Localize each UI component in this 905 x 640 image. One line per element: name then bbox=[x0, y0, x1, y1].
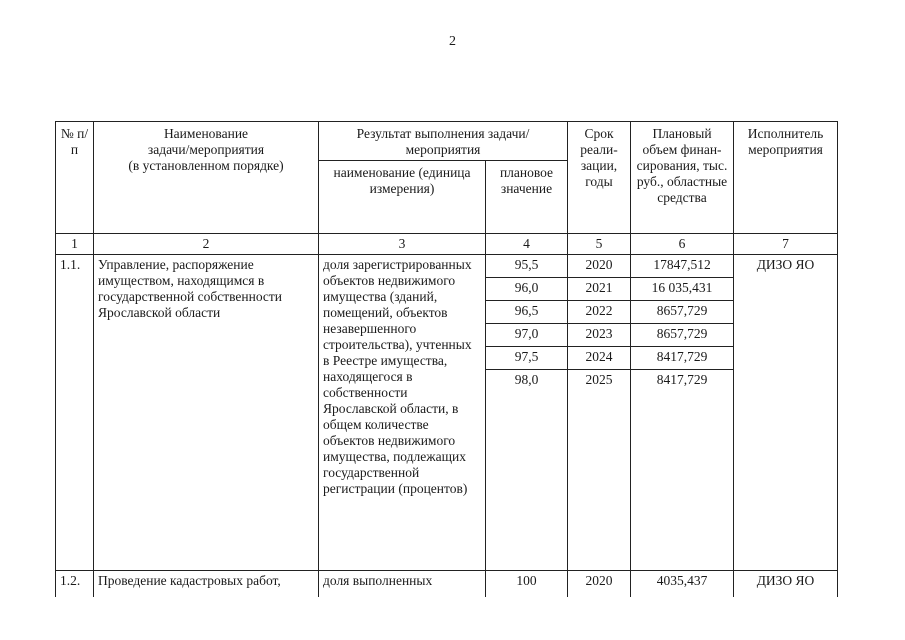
column-number-6: 6 bbox=[631, 234, 734, 255]
executor: ДИЗО ЯО bbox=[734, 571, 838, 598]
header-num: № п/п bbox=[56, 122, 94, 234]
header-plan-value: плановое значение bbox=[486, 161, 568, 234]
header-row-1 bbox=[56, 122, 838, 161]
finance-value: 17847,512 bbox=[631, 255, 734, 278]
header-task-name-line2: задачи/мероприятия bbox=[147, 142, 265, 157]
header-result-group: Результат выполнения задачи/мероприятия bbox=[319, 122, 568, 161]
finance-value: 8657,729 bbox=[631, 324, 734, 347]
page-number: 2 bbox=[449, 34, 456, 49]
indicator-name: доля зарегистрированных объектов недвижимого имущества (зданий, помещений, объектов незавершенного строительства), учтенных в Реестре имущества, находящегося в собственности Ярославской области, в общем количестве объектов недвижимого имущества, подлежащих государственной регистрации (процентов) bbox=[319, 255, 486, 571]
header-task-name-line3: (в установленном порядке) bbox=[128, 158, 284, 173]
column-number-row bbox=[56, 234, 838, 255]
column-number-7: 7 bbox=[734, 234, 838, 255]
header-executor: Исполнитель мероприятия bbox=[734, 122, 838, 234]
finance-value: 8657,729 bbox=[631, 301, 734, 324]
plan-value: 96,0 bbox=[486, 278, 568, 301]
year: 2023 bbox=[568, 324, 631, 347]
plan-value: 97,0 bbox=[486, 324, 568, 347]
header-indicator-name: наименование (единица измерения) bbox=[319, 161, 486, 234]
finance-value: 4035,437 bbox=[631, 571, 734, 598]
plan-value: 97,5 bbox=[486, 347, 568, 370]
header-term: Срок реали-зации, годы bbox=[568, 122, 631, 234]
year: 2024 bbox=[568, 347, 631, 370]
table-row bbox=[56, 571, 838, 598]
table-row bbox=[56, 255, 838, 278]
plan-value: 98,0 bbox=[486, 370, 568, 571]
year: 2020 bbox=[568, 255, 631, 278]
year: 2021 bbox=[568, 278, 631, 301]
header-financing: Плановый объем финан-сирования, тыс. руб., областные средства bbox=[631, 122, 734, 234]
row-number: 1.1. bbox=[56, 255, 94, 571]
task-name: Проведение кадастровых работ, bbox=[94, 571, 319, 598]
executor: ДИЗО ЯО bbox=[734, 255, 838, 571]
column-number-3: 3 bbox=[319, 234, 486, 255]
plan-value: 95,5 bbox=[486, 255, 568, 278]
plan-value: 100 bbox=[486, 571, 568, 598]
document-table-wrapper bbox=[55, 121, 838, 597]
indicator-name: доля выполненных bbox=[319, 571, 486, 598]
plan-value: 96,5 bbox=[486, 301, 568, 324]
header-task-name-line1: Наименование bbox=[163, 126, 249, 141]
finance-value: 8417,729 bbox=[631, 347, 734, 370]
column-number-5: 5 bbox=[568, 234, 631, 255]
column-number-4: 4 bbox=[486, 234, 568, 255]
column-number-2: 2 bbox=[94, 234, 319, 255]
column-number-1: 1 bbox=[56, 234, 94, 255]
task-name: Управление, распоряжение имуществом, находящимся в государственной собственности Ярославской области bbox=[94, 255, 319, 571]
finance-value: 16 035,431 bbox=[631, 278, 734, 301]
year: 2022 bbox=[568, 301, 631, 324]
year: 2020 bbox=[568, 571, 631, 598]
row-number: 1.2. bbox=[56, 571, 94, 598]
finance-value: 8417,729 bbox=[631, 370, 734, 571]
year: 2025 bbox=[568, 370, 631, 571]
header-task-name bbox=[94, 122, 319, 234]
measures-table bbox=[55, 121, 838, 597]
